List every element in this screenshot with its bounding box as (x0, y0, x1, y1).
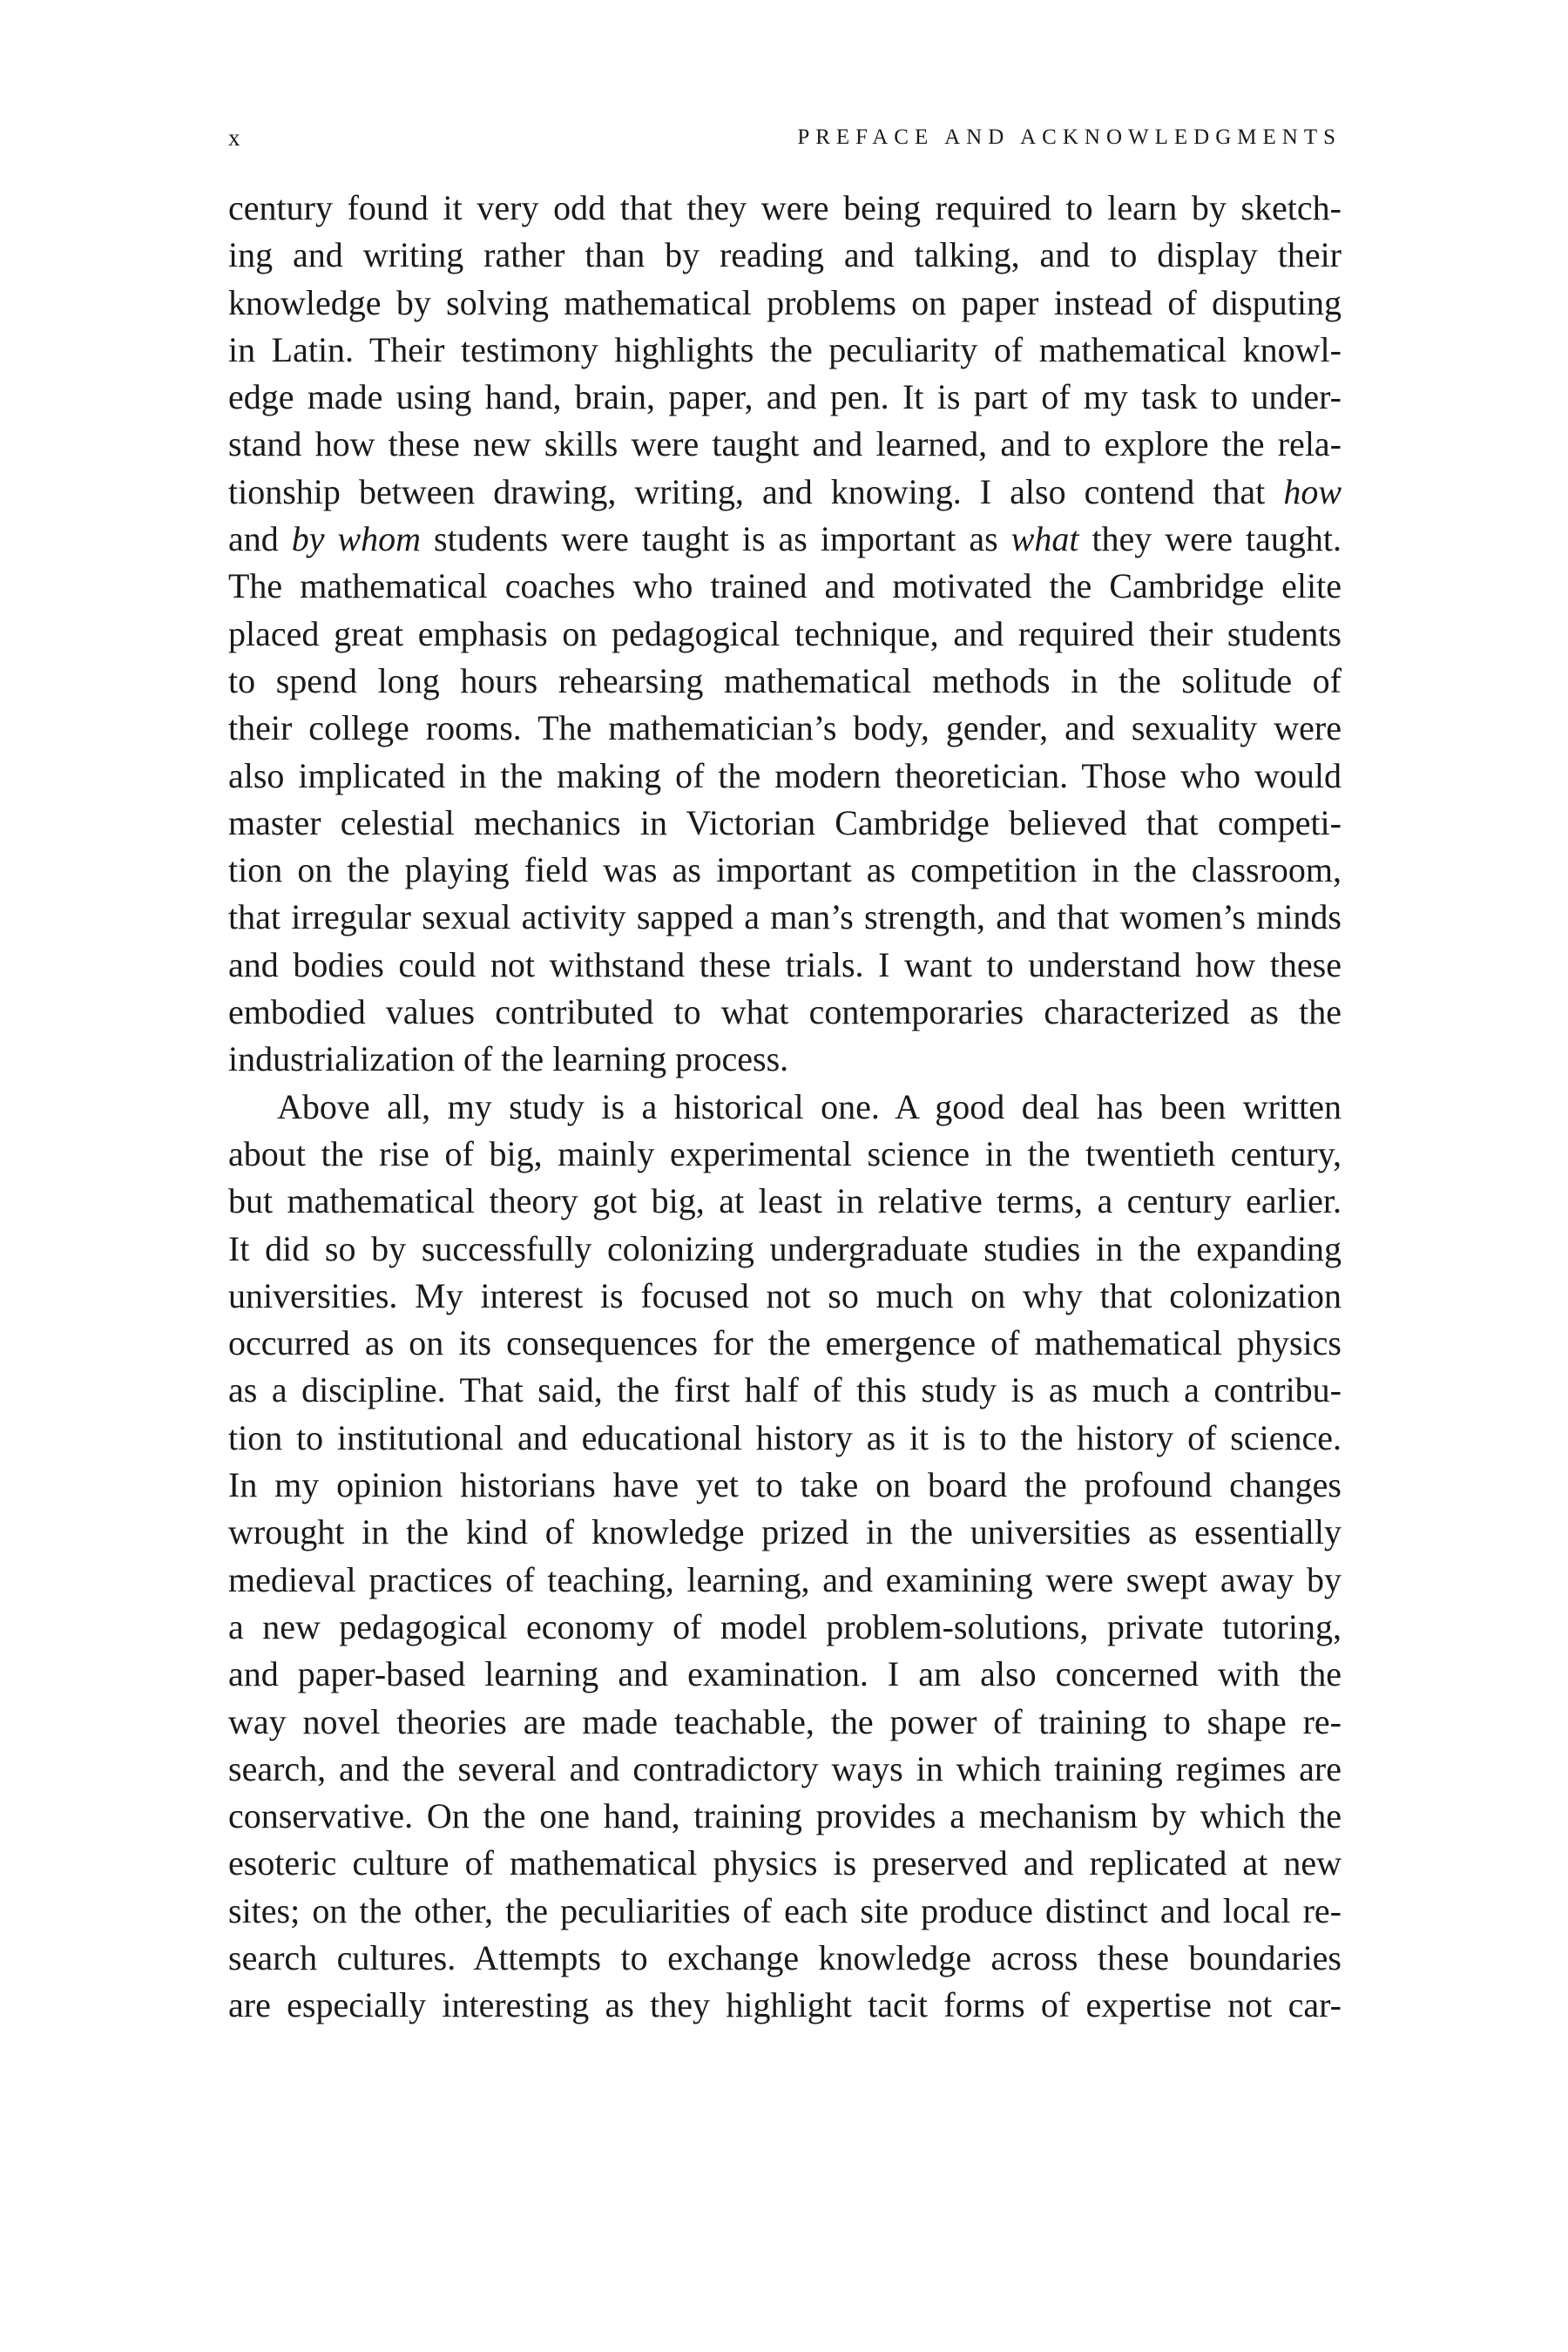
text-segment: students were taught is as important as (421, 519, 1011, 559)
text-line: and paper-based learning and examination. I am also concerned with the (228, 1654, 1342, 1694)
page-number: x (228, 125, 240, 151)
text-line: ing and writing rather than by reading and talking, and to display their (228, 235, 1342, 275)
text-line: their college rooms. The mathematician’s body, gender, and sexuality were (228, 708, 1342, 748)
text-line: conservative. On the one hand, training provides a mechanism by which the (228, 1796, 1342, 1836)
text-line: esoteric culture of mathematical physics is preserved and replicated at new (228, 1843, 1342, 1883)
text-line: occurred as on its consequences for the emergence of mathematical physics (228, 1323, 1342, 1363)
text-line: placed great emphasis on pedagogical technique, and required their students (228, 613, 1342, 653)
text-line: search cultures. Attempts to exchange knowledge across these boundaries (228, 1937, 1342, 1977)
italic-word: how (1283, 471, 1342, 511)
text-line: It did so by successfully colonizing undergraduate studies in the expanding (228, 1228, 1342, 1268)
text-line: in Latin. Their testimony highlights the peculiarity of mathematical knowl- (228, 329, 1342, 369)
text-line: are especially interesting as they highlight tacit forms of expertise not car- (228, 1985, 1342, 2025)
text-line: but mathematical theory got big, at least in relative terms, a century earlier. (228, 1181, 1342, 1221)
paragraph-2 (228, 1084, 1342, 2030)
text-line: industrialization of the learning process. (228, 1039, 789, 1079)
paragraph-1 (228, 185, 1342, 1084)
text-line: tion to institutional and educational history as it is to the history of science. (228, 1417, 1342, 1457)
text-line: universities. My interest is focused not so much on why that colonization (228, 1275, 1342, 1315)
running-title: PREFACE AND ACKNOWLEDGMENTS (797, 125, 1342, 149)
text-line: stand how these new skills were taught and learned, and to explore the rela- (228, 424, 1342, 464)
text-line: a new pedagogical economy of model problem-solutions, private tutoring, (228, 1606, 1342, 1646)
running-head (228, 120, 1342, 155)
text-line: master celestial mechanics in Victorian Cambridge believed that competi- (228, 802, 1342, 842)
text-line (228, 516, 1342, 563)
text-line: search, and the several and contradictory ways in which training regimes are (228, 1748, 1342, 1788)
text-line: embodied values contributed to what contemporaries characterized as the (228, 992, 1342, 1032)
text-line: The mathematical coaches who trained and motivated the Cambridge elite (228, 566, 1342, 606)
text-line: also implicated in the making of the modern theoretician. Those who would (228, 755, 1342, 795)
text-line: and bodies could not withstand these trials. I want to understand how these (228, 944, 1342, 984)
text-line: knowledge by solving mathematical problems on paper instead of disputing (228, 282, 1342, 322)
text-line: Above all, my study is a historical one. A good deal has been written (277, 1086, 1342, 1126)
text-segment: and (228, 519, 292, 559)
text-line: way novel theories are made teachable, the power of training to shape re- (228, 1701, 1342, 1741)
text-line: to spend long hours rehearsing mathematical methods in the solitude of (228, 660, 1342, 700)
italic-phrase: by whom (291, 519, 422, 559)
text-line: tion on the playing field was as important as competition in the classroom, (228, 850, 1342, 890)
text-segment: tionship between drawing, writing, and knowing. I also contend that (228, 471, 1284, 511)
body-text (228, 185, 1342, 2030)
italic-word: what (1010, 519, 1079, 559)
text-line: about the rise of big, mainly experimental science in the twentieth century, (228, 1133, 1342, 1173)
text-line (228, 469, 1342, 516)
text-line: medieval practices of teaching, learning, and examining were swept away by (228, 1559, 1342, 1599)
text-line: as a discipline. That said, the first half of this study is as much a contribu- (228, 1370, 1342, 1410)
text-line: that irregular sexual activity sapped a man’s strength, and that women’s minds (228, 897, 1342, 937)
text-line: edge made using hand, brain, paper, and pen. It is part of my task to under- (228, 377, 1342, 417)
text-line: In my opinion historians have yet to take on board the profound changes (228, 1465, 1342, 1505)
text-line: sites; on the other, the peculiarities of each site produce distinct and local re- (228, 1890, 1342, 1930)
text-segment: they were taught. (1078, 519, 1342, 559)
text-line: century found it very odd that they were being required to learn by sketch- (228, 188, 1342, 227)
text-line: wrought in the kind of knowledge prized in the universities as essentially (228, 1512, 1342, 1552)
